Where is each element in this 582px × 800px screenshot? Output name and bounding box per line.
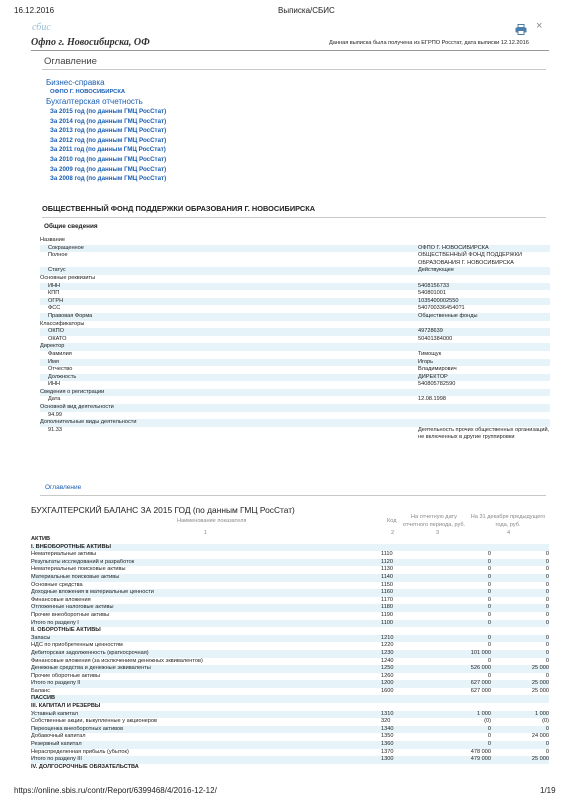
balance-row-code: 1150: [381, 581, 394, 588]
balance-row-previous: 0: [545, 566, 549, 573]
info-row: [40, 366, 550, 374]
info-row: [40, 328, 550, 336]
balance-row-name: Нематериальные активы: [31, 551, 97, 558]
balance-row-current: 0: [487, 619, 491, 626]
info-label: ОГРН: [48, 297, 64, 304]
toc-year-link[interactable]: За 2014 год (по данным ГМЦ РосСтат): [50, 117, 167, 125]
balance-row-current: 0: [487, 733, 491, 740]
balance-row: [31, 627, 549, 635]
info-value: ОФПО Г. НОВОСИБИРСКА: [418, 244, 489, 251]
balance-row-current: 479 000: [470, 756, 491, 763]
balance-row-code: [381, 764, 431, 772]
balance-row-code: [381, 627, 431, 635]
info-row: [40, 267, 550, 275]
balance-row-current: [431, 544, 491, 552]
balance-row-name: Нераспределенная прибыль (убыток): [31, 748, 129, 755]
balance-row-current: [431, 627, 491, 635]
info-label: 91.33: [48, 426, 62, 433]
col-num-3: 3: [436, 530, 440, 536]
info-label: КПП: [48, 290, 60, 297]
balance-row-name: Запасы: [31, 634, 51, 641]
print-date: 16.12.2016: [14, 6, 55, 15]
toc-business-link[interactable]: Бизнес-справка: [46, 78, 105, 87]
balance-row-name: Прочие внеоборотные активы: [31, 611, 110, 618]
balance-row-code: [381, 703, 431, 711]
info-label: Сокращенное: [48, 244, 84, 251]
print-url: https://online.sbis.ru/contr/Report/6399468/4/2016-12-12/: [14, 786, 217, 795]
balance-row-code: [381, 695, 431, 703]
balance-row-code: 1260: [381, 672, 394, 679]
balance-row: [31, 764, 549, 772]
balance-row-name: Собственные акции, выкупленные у акционеров: [31, 718, 157, 725]
balance-row: [31, 551, 549, 559]
info-label: ИНН: [48, 282, 61, 289]
balance-row-current: 627 000: [470, 687, 491, 694]
info-value: 49728639: [418, 328, 443, 335]
balance-row: [31, 559, 549, 567]
balance-row-previous: (0): [542, 718, 549, 725]
info-label: Основные реквизиты: [40, 274, 96, 281]
info-row: [40, 313, 550, 321]
balance-row: [31, 650, 549, 658]
balance-row-code: 1170: [381, 596, 394, 603]
info-label: ОКПО: [48, 328, 64, 335]
balance-row-current: [431, 536, 491, 544]
balance-row: [31, 597, 549, 605]
balance-row-name: IV. ДОЛГОСРОЧНЫЕ ОБЯЗАТЕЛЬСТВА: [31, 763, 139, 770]
balance-row-previous: 0: [545, 581, 549, 588]
info-row: [40, 275, 550, 283]
balance-row-current: (0): [484, 718, 491, 725]
balance-row-name: Основные средства: [31, 581, 83, 588]
info-row: [40, 290, 550, 298]
balance-row-previous: 0: [545, 725, 549, 732]
balance-row-name: ПАССИВ: [31, 695, 56, 702]
info-value: [410, 389, 550, 397]
info-label: ИНН: [48, 381, 61, 388]
balance-row-previous: 0: [545, 558, 549, 565]
balance-row: [31, 612, 549, 620]
balance-row-previous: [491, 695, 549, 703]
balance-row: [31, 733, 549, 741]
info-label: Сведения о регистрации: [40, 388, 105, 395]
info-label: Имя: [48, 358, 59, 365]
balance-row-code: 1120: [381, 558, 394, 565]
balance-row: [31, 688, 549, 696]
info-row: [40, 396, 550, 404]
balance-row-name: I. ВНЕОБОРОТНЫЕ АКТИВЫ: [31, 543, 111, 550]
header-rule: [31, 50, 549, 51]
balance-row-previous: [491, 536, 549, 544]
info-label: Директор: [40, 343, 65, 350]
balance-row-current: 0: [487, 581, 491, 588]
info-row: [40, 305, 550, 313]
balance-row-current: 0: [487, 551, 491, 558]
balance-row-name: II. ОБОРОТНЫЕ АКТИВЫ: [31, 627, 101, 634]
balance-row-previous: [491, 544, 549, 552]
general-section-title: Общие сведения: [44, 223, 98, 230]
balance-row-name: Дебиторская задолженность (краткосрочная): [31, 649, 149, 656]
info-value: [410, 275, 550, 283]
balance-row-code: 1360: [381, 741, 394, 748]
info-label: Полное: [48, 252, 68, 259]
balance-row-previous: 0: [545, 573, 549, 580]
balance-row-current: 478 000: [470, 748, 491, 755]
balance-row-current: 0: [487, 611, 491, 618]
info-row: [40, 237, 550, 245]
info-row: [40, 336, 550, 344]
balance-row-code: 1180: [381, 604, 394, 611]
org-rule: [42, 217, 546, 218]
balance-row-previous: 0: [545, 589, 549, 596]
print-icon[interactable]: [515, 22, 527, 33]
balance-row: [31, 673, 549, 681]
balance-row: [31, 642, 549, 650]
toc-year-link[interactable]: За 2013 год (по данным ГМЦ РосСтат): [50, 127, 167, 135]
info-value: Общественные фонды: [418, 312, 478, 319]
balance-row-previous: 0: [545, 634, 549, 641]
info-value: 5407003364540?1: [418, 305, 465, 312]
info-label: Фамилия: [48, 350, 72, 357]
balance-row-name: III. КАПИТАЛ И РЕЗЕРВЫ: [31, 703, 101, 710]
info-label: Основной вид деятельности: [40, 404, 114, 411]
info-value: [410, 404, 550, 412]
balance-row-code: 1350: [381, 733, 394, 740]
balance-row: [31, 695, 549, 703]
org-full-title: ОБЩЕСТВЕННЫЙ ФОНД ПОДДЕРЖКИ ОБРАЗОВАНИЯ Г. НОВОСИБИРСКА: [42, 204, 316, 213]
toc-year-link[interactable]: За 2008 год (по данным ГМЦ РосСтат): [50, 175, 167, 183]
balance-row-previous: 25 000: [531, 756, 549, 763]
balance-row-code: 1130: [381, 566, 394, 573]
balance-row-current: [431, 695, 491, 703]
balance-row: [31, 726, 549, 734]
balance-row: [31, 711, 549, 719]
balance-row-previous: 0: [545, 748, 549, 755]
balance-row-previous: [491, 764, 549, 772]
col-header-end: На 31 декабря предыдущего года, руб.: [470, 514, 546, 528]
info-row: [40, 351, 550, 359]
balance-row-code: [381, 544, 431, 552]
balance-row-name: Баланс: [31, 687, 51, 694]
back-to-toc-link[interactable]: Оглавление: [45, 484, 82, 491]
balance-row-previous: 0: [545, 672, 549, 679]
balance-row-previous: 0: [545, 619, 549, 626]
balance-row-code: 1230: [381, 649, 394, 656]
close-icon[interactable]: ×: [536, 20, 543, 32]
col-num-4: 4: [507, 530, 511, 536]
toc-year-link[interactable]: За 2012 год (по данным ГМЦ РосСтат): [50, 136, 167, 144]
info-label: 94.99: [48, 411, 62, 418]
balance-row: [31, 582, 549, 590]
balance-row-code: 1190: [381, 611, 394, 618]
balance-row: [31, 574, 549, 582]
balance-row-current: [431, 764, 491, 772]
info-value: ДИРЕКТОР: [418, 373, 448, 380]
page-counter: 1/19: [540, 786, 556, 795]
balance-row-name: Переоценка внеоборотных активов: [31, 725, 124, 732]
info-value: Владимирович: [418, 366, 457, 373]
balance-row-name: Итого по разделу I: [31, 619, 79, 626]
info-value: 50401384000: [418, 335, 453, 342]
balance-row-name: Добавочный капитал: [31, 733, 86, 740]
org-short-title: Офпо г. Новосибирска, ОФ: [31, 37, 150, 48]
toc-business-sub-link[interactable]: ОФПО Г. НОВОСИБИРСКА: [50, 89, 126, 95]
info-value: 540805782590: [418, 381, 456, 388]
balance-row: [31, 749, 549, 757]
balance-row-name: АКТИВ: [31, 536, 51, 542]
balance-row-current: 627 000: [470, 680, 491, 687]
balance-row-name: Результаты исследований и разработок: [31, 558, 135, 565]
info-label: Название: [40, 237, 65, 243]
info-label: Дата: [48, 396, 61, 403]
info-value: Тимощук: [418, 350, 442, 357]
info-value: [410, 321, 550, 329]
info-row: [40, 381, 550, 389]
balance-row-name: Отложенные налоговые активы: [31, 604, 114, 611]
balance-row-current: 0: [487, 642, 491, 649]
toc-year-link[interactable]: За 2011 год (по данным ГМЦ РосСтат): [50, 146, 166, 154]
balance-row-previous: 0: [545, 611, 549, 618]
extract-note: Данная выписка была получена из ЕГРПО Росстат, дата выписки 12.12.2016: [329, 40, 529, 46]
col-num-1: 1: [204, 530, 208, 536]
balance-row: [31, 756, 549, 764]
info-value: [418, 412, 550, 420]
balance-row: [31, 544, 549, 552]
balance-row: [31, 680, 549, 688]
balance-row-code: 1160: [381, 589, 394, 596]
balance-row: [31, 566, 549, 574]
info-value: 5408156733: [418, 282, 450, 289]
toc-year-link[interactable]: За 2015 год (по данным ГМЦ РосСтат): [50, 108, 167, 115]
balance-row-current: 0: [487, 589, 491, 596]
tab-title: Выписка/СБИС: [278, 6, 335, 15]
balance-row-code: 1340: [381, 725, 394, 732]
info-row: [40, 359, 550, 367]
balance-row-current: 0: [487, 573, 491, 580]
balance-row-code: 1600: [381, 687, 394, 694]
balance-row-code: [381, 536, 431, 544]
balance-row: [31, 536, 549, 544]
col-header-code: Код: [387, 518, 397, 524]
balance-row-previous: 0: [545, 649, 549, 656]
balance-row-code: 1370: [381, 748, 394, 755]
info-label: Дополнительные виды деятельности: [40, 419, 137, 426]
balance-row-current: 0: [487, 634, 491, 641]
balance-row-previous: 0: [545, 596, 549, 603]
info-row: [40, 419, 550, 427]
balance-row-current: 0: [487, 725, 491, 732]
info-value: [410, 343, 550, 351]
info-value: 12.08.1998: [418, 396, 446, 403]
balance-row-previous: 1 000: [535, 710, 549, 717]
balance-row-code: 1250: [381, 665, 394, 672]
info-value: [410, 237, 550, 245]
info-value: Игорь: [418, 358, 434, 365]
balance-row: [31, 620, 549, 628]
info-row: [40, 374, 550, 382]
balance-row-current: 0: [487, 657, 491, 664]
balance-row-name: Денежные средства и денежные эквиваленты: [31, 665, 151, 672]
balance-row-current: 0: [487, 558, 491, 565]
balance-row-previous: 0: [545, 604, 549, 611]
balance-row-current: [431, 703, 491, 711]
info-label: ФСС: [48, 305, 61, 312]
info-row: [40, 343, 550, 351]
balance-row: [31, 665, 549, 673]
info-label: Отчество: [48, 366, 73, 373]
balance-row: [31, 718, 549, 726]
balance-row-current: 0: [487, 741, 491, 748]
balance-row-previous: 0: [545, 657, 549, 664]
info-label: Должность: [48, 373, 77, 380]
balance-row-name: Прочие оборотные активы: [31, 672, 100, 679]
balance-row-previous: 25 000: [531, 687, 549, 694]
balance-row-name: Финансовые вложения (за исключением денежных эквивалентов): [31, 657, 203, 664]
info-label: Правовая Форма: [48, 312, 93, 319]
balance-row-name: Нематериальные поисковые активы: [31, 566, 126, 573]
info-label: Статус: [48, 267, 66, 274]
balance-row-previous: 0: [545, 642, 549, 649]
balance-row-code: 1100: [381, 619, 394, 626]
info-value: [410, 419, 550, 427]
balance-title: БУХГАЛТЕРСКИЙ БАЛАНС ЗА 2015 ГОД (по данным ГМЦ РосСтат): [31, 505, 295, 515]
balance-row-name: Итого по разделу III: [31, 756, 82, 763]
balance-row-current: 0: [487, 672, 491, 679]
balance-row-code: 1110: [381, 551, 393, 558]
toc-accounting-link[interactable]: Бухгалтерская отчетность: [46, 97, 143, 106]
balance-row-current: 101 000: [470, 649, 491, 656]
balance-row-name: НДС по приобретенным ценностям: [31, 642, 123, 649]
balance-row: [31, 635, 549, 643]
balance-row-current: 1 000: [477, 710, 491, 717]
balance-row-previous: [491, 627, 549, 635]
balance-row: [31, 589, 549, 597]
info-row: [40, 389, 550, 397]
balance-row-previous: 25 000: [531, 680, 549, 687]
info-row: [40, 404, 550, 412]
balance-row-code: 1140: [381, 573, 394, 580]
balance-row-previous: 24 000: [531, 733, 549, 740]
balance-row-code: 1200: [381, 680, 394, 687]
balance-row-code: 1300: [381, 756, 394, 763]
info-row: [40, 321, 550, 329]
info-row: [40, 298, 550, 306]
balance-row-current: 0: [487, 566, 491, 573]
balance-row-name: Доходные вложения в материальные ценности: [31, 589, 154, 596]
col-header-name: Наименование показателя: [177, 518, 247, 524]
info-row: [40, 252, 550, 267]
sbis-logo: сбис: [32, 22, 51, 33]
balance-row-current: 0: [487, 596, 491, 603]
info-label: ОКАТО: [48, 335, 67, 342]
balance-row: [31, 703, 549, 711]
balance-row-code: 320: [381, 718, 391, 725]
toc-rule: [42, 69, 546, 70]
col-num-2: 2: [391, 530, 395, 536]
col-header-start: На отчетную дату отчетного периода, руб.: [402, 514, 466, 528]
info-value: 1035400002550: [418, 297, 459, 304]
balance-row-name: Финансовые вложения: [31, 596, 91, 603]
info-row: [40, 283, 550, 291]
balance-row-name: Уставный капитал: [31, 710, 79, 717]
info-row: [40, 427, 550, 442]
balance-row-current: 526 000: [470, 665, 491, 672]
balance-table: [31, 536, 549, 771]
balance-row-previous: 0: [545, 741, 549, 748]
general-info-table: [40, 237, 550, 442]
toc-year-link[interactable]: За 2010 год (по данным ГМЦ РосСтат): [50, 155, 167, 163]
balance-row-previous: [491, 703, 549, 711]
balance-row-current: 0: [487, 604, 491, 611]
balance-row: [31, 658, 549, 666]
balance-top-rule: [40, 495, 546, 496]
info-value: ОБЩЕСТВЕННЫЙ ФОНД ПОДДЕРЖКИ ОБРАЗОВАНИЯ Г. НОВОСИБИРСКА: [418, 252, 522, 266]
info-label: Классификаторы: [40, 320, 85, 327]
balance-row-previous: 25 000: [531, 665, 549, 672]
balance-row-code: 1310: [381, 710, 394, 717]
balance-row-previous: 0: [545, 551, 549, 558]
balance-row-name: Резервный капитал: [31, 741, 82, 748]
balance-row-code: 1220: [381, 642, 394, 649]
toc-year-link[interactable]: За 2009 год (по данным ГМЦ РосСтат): [50, 165, 167, 173]
balance-row: [31, 604, 549, 612]
balance-row-name: Итого по разделу II: [31, 680, 81, 687]
balance-row: [31, 741, 549, 749]
balance-row-code: 1210: [381, 634, 394, 641]
balance-row-code: 1240: [381, 657, 394, 664]
balance-row-name: Материальные поисковые активы: [31, 573, 120, 580]
info-value: 540801001: [418, 290, 446, 297]
info-value: Деятельность прочих общественных организаций, не включенных в другие группировки: [418, 426, 550, 441]
toc-title: Оглавление: [44, 56, 97, 67]
info-value: Действующее: [418, 267, 454, 274]
info-row: [40, 412, 550, 420]
